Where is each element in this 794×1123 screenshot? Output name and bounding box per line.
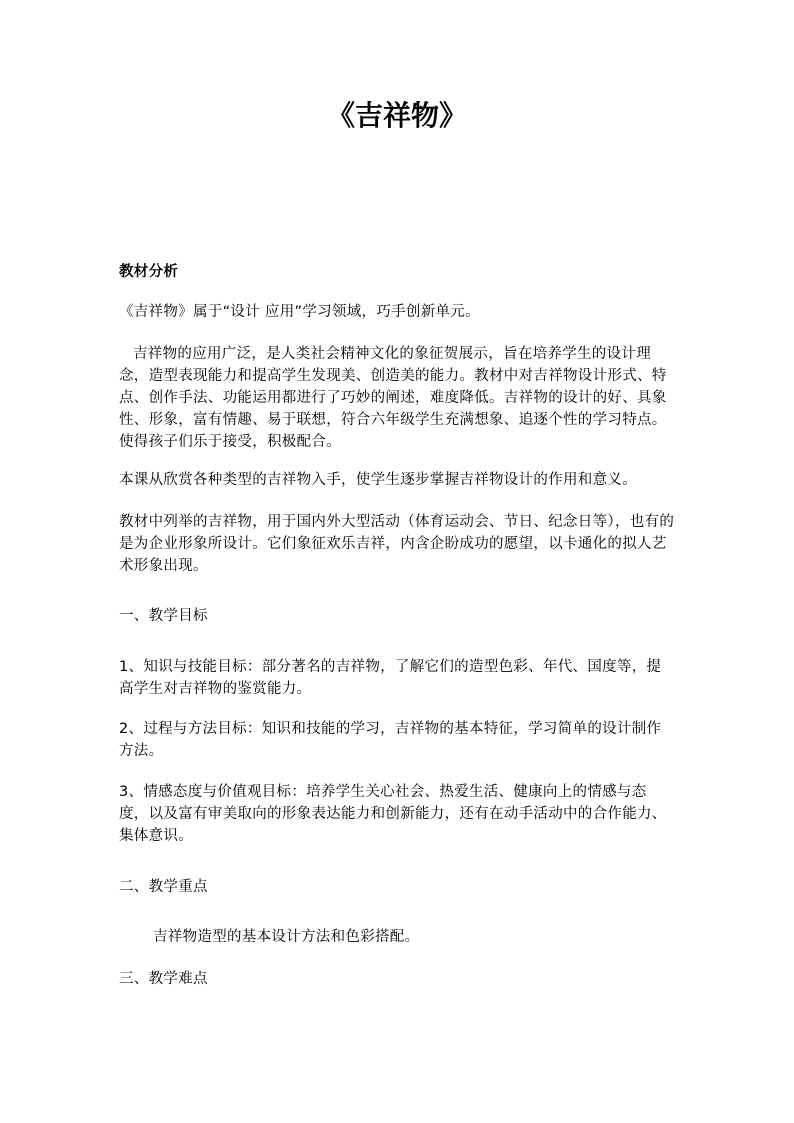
teaching-goal-1: 1、知识与技能目标：部分著名的吉祥物，了解它们的造型色彩、年代、国度等，提高学生对吉祥物的鉴赏能力。	[119, 659, 662, 697]
teaching-goal-3: 3、情感态度与价值观目标：培养学生关心社会、热爱生活、健康向上的情感与态度，以及富有审美取向的形象表达能力和创新能力，还有在动手活动中的合作能力、集体意识。	[119, 784, 667, 844]
analysis-paragraph-2: 吉祥物的应用广泛，是人类社会精神文化的象征贺展示，旨在培养学生的设计理念，造型表现能力和提高学生发现美、创造美的能力。教材中对吉祥物设计形式、特点、创作手法、功能运用都进行了巧妙的阐述，难度降低。吉祥物的设计的好、具象性、形象，富有情趣、易于联想，符合六年级学生充满想象、追逐个性的学习特点。使得孩子们乐于接受，积极配合。	[119, 346, 667, 450]
teaching-goals-heading: 一、教学目标	[119, 608, 208, 624]
difficulties-heading: 三、教学难点	[119, 971, 208, 987]
section-analysis-heading: 教材分析	[119, 264, 179, 280]
document-title: 《吉祥物》	[326, 99, 467, 132]
analysis-paragraph-3: 本课从欣赏各种类型的吉祥物入手，使学生逐步掌握吉祥物设计的作用和意义。	[119, 472, 637, 488]
teaching-goal-2: 2、过程与方法目标：知识和技能的学习，吉祥物的基本特征，学习简单的设计制作方法。	[119, 721, 662, 759]
key-points-text: 吉祥物造型的基本设计方法和色彩搭配。	[153, 929, 420, 945]
analysis-paragraph-4: 教材中列举的吉祥物，用于国内外大型活动（体育运动会、节日、纪念日等），也有的是为企业形象所设计。它们象征欢乐吉祥，内含企盼成功的愿望，以卡通化的拟人艺术形象出现。	[119, 514, 675, 574]
key-points-heading: 二、教学重点	[119, 879, 208, 895]
analysis-paragraph-1: 《吉祥物》属于“设计 应用”学习领域，巧手创新单元。	[119, 304, 480, 320]
